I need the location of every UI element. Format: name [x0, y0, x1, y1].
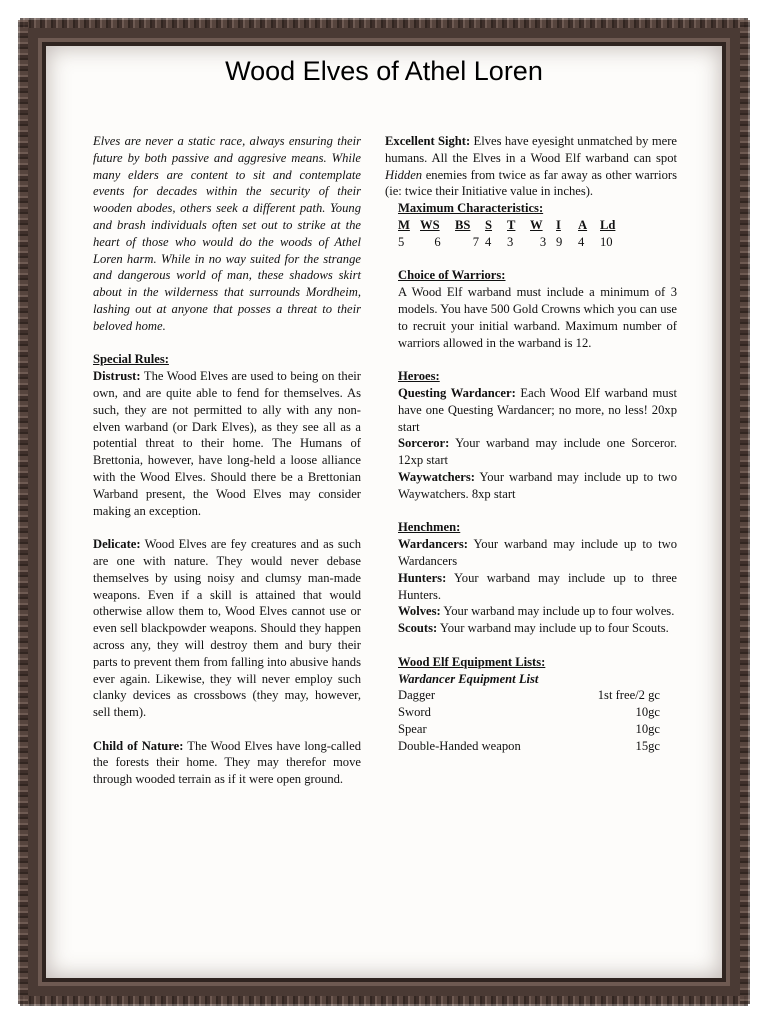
characteristics-table — [398, 217, 622, 251]
delicate-label: Delicate: — [93, 537, 141, 552]
equipment-cost: 10gc — [635, 705, 660, 720]
hero-waywatchers — [398, 469, 677, 503]
excellent-sight-text: Elves have eyesight unmatched by mere humans. All the Elves in a Wood Elf warband can spot — [385, 134, 677, 165]
hidden-word: Hidden — [385, 167, 423, 182]
distrust-text: The Wood Elves are used to being on their own, and are quite able to fend for themselves. As such, they are not permitted to ally with any non-elven warband (or Dark Elves), as they see all as a potential threat to their home. The Humans of Brettonia, however, have long-held a loose alliance with the Wood Elves. Should there be a Brettonian Warband present, the Wood Elves may consider making an exception. — [93, 369, 361, 518]
stat-header: W — [530, 217, 543, 232]
stat-header: A — [578, 217, 588, 232]
hero-questing-wardancer — [398, 385, 677, 435]
equipment-name: Sword — [398, 705, 431, 720]
stat-value: 10 — [600, 234, 613, 249]
stat-header: Ld — [600, 217, 616, 232]
stat-value: 5 — [398, 234, 405, 249]
henchman-text: Your warband may include up to two Wardancers — [398, 537, 677, 568]
hero-label: Questing Wardancer: — [398, 385, 516, 400]
hero-text: Your warband may include up to two Waywatchers. 8xp start — [398, 469, 677, 501]
choice-of-warriors-heading: Choice of Warriors: — [398, 268, 506, 283]
stat-value: 3 — [539, 234, 547, 249]
child-label: Child of Nature: — [93, 738, 184, 753]
stat-value: 3 — [507, 234, 514, 249]
equipment-name: Spear — [398, 721, 427, 736]
border-left — [18, 20, 28, 1004]
hero-text: Your warband may include one Sorceror. 12xp start — [398, 436, 678, 468]
equipment-cost: 10gc — [635, 721, 660, 736]
equipment-subheading: Wardancer Equipment List — [398, 671, 539, 686]
delicate-text: Wood Elves are fey creatures and as such are one with nature. They would never debase themselves by using noisy and clumsy man-made weapons. Even if a skill is attained that would otherwise allow them to, Wood Elves cannot use or even sell blackpowder weapons. Should they happen across any, they will destroy them and bury their parts to prevent them from falling into abusive hands ever again. Likewise, they will never employ such clanky devices as crossbows (they may, however, sell them). — [93, 537, 361, 720]
equipment-table — [398, 687, 660, 754]
henchman-text: Your warband may include up to three Hunters. — [398, 570, 677, 602]
hero-text: Each Wood Elf warband must have one Questing Wardancer; no more, no less! 20xp start — [398, 385, 677, 434]
border-top — [20, 18, 748, 28]
stat-value: 6 — [434, 234, 441, 249]
equipment-row — [398, 721, 660, 738]
intro-paragraph: Elves are never a static race, always ensuring their future by both passive and aggresive means. While many elders are content to sit and contemplate events for decades within the security of their wooden abodes, others seek a different path. Young and brash individuals often set out to strike at the heart of those who would do the woods of Athel Loren harm. While in no way suited for the strange and dangerous world of man, these shadows skirt about in the wilderness that surrounds Mordheim, lashing out at anyone that posses a threat to their beloved home. — [93, 134, 361, 333]
characteristics-header-row — [398, 217, 622, 234]
border-bottom — [20, 996, 748, 1006]
henchman-label: Wardancers: — [398, 537, 468, 552]
equipment-heading: Wood Elf Equipment Lists: — [398, 654, 546, 669]
stat-header: T — [507, 217, 516, 232]
henchman-label: Hunters: — [398, 570, 447, 585]
equipment-row — [398, 687, 660, 704]
henchman-scouts — [398, 620, 677, 637]
max-characteristics-heading: Maximum Characteristics: — [398, 201, 544, 216]
border-right — [740, 20, 750, 1004]
stat-value: 4 — [578, 234, 585, 249]
equipment-name: Dagger — [398, 688, 436, 703]
henchman-hunters — [398, 570, 677, 604]
left-column — [93, 133, 361, 788]
stat-header: S — [485, 217, 493, 232]
henchman-wolves — [398, 603, 677, 620]
henchman-text: Your warband may include up to four wolves. — [443, 604, 675, 619]
right-column — [385, 133, 677, 754]
page-title: Wood Elves of Athel Loren — [225, 56, 543, 86]
choice-of-warriors-text: A Wood Elf warband must include a minimum of 3 models. You have 500 Gold Crowns which you can use to recruit your initial warband. Maximum number of warriors allowed in the warband is 12. — [398, 285, 677, 350]
equipment-cost: 15gc — [635, 738, 660, 753]
stat-value: 7 — [472, 234, 479, 249]
equipment-cost: 1st free/2 gc — [597, 688, 660, 703]
heroes-heading: Heroes: — [398, 369, 440, 384]
henchman-label: Wolves: — [398, 604, 441, 619]
henchman-wardancers — [398, 536, 677, 570]
stat-header: I — [556, 217, 561, 232]
excellent-sight-text-end: enemies from twice as far away as other warriors (ie: twice their Initiative value in inches). — [385, 167, 677, 199]
hero-sorceror — [398, 435, 677, 469]
child-of-nature-rule — [93, 738, 361, 788]
excellent-sight-rule — [385, 133, 677, 200]
stat-header: WS — [420, 217, 440, 232]
delicate-rule — [93, 536, 361, 721]
henchman-text: Your warband may include up to four Scouts. — [439, 621, 669, 636]
special-rules-heading: Special Rules: — [93, 352, 169, 367]
stat-value: 9 — [556, 234, 563, 249]
equipment-name: Double-Handed weapon — [398, 738, 521, 753]
henchman-label: Scouts: — [398, 621, 438, 636]
hero-label: Sorceror: — [398, 436, 450, 451]
stat-header: M — [398, 217, 410, 232]
child-text: The Wood Elves have long-called the forests their home. They may therefor move through wooded terrain as if it were open ground. — [93, 738, 361, 787]
equipment-row — [398, 704, 660, 721]
stat-header: BS — [455, 217, 471, 232]
distrust-label: Distrust: — [93, 369, 141, 384]
equipment-row — [398, 738, 660, 755]
stat-value: 4 — [485, 234, 492, 249]
hero-label: Waywatchers: — [398, 469, 475, 484]
distrust-rule — [93, 368, 361, 519]
excellent-sight-label: Excellent Sight: — [385, 134, 471, 148]
henchmen-heading: Henchmen: — [398, 520, 461, 535]
characteristics-value-row — [398, 234, 622, 251]
